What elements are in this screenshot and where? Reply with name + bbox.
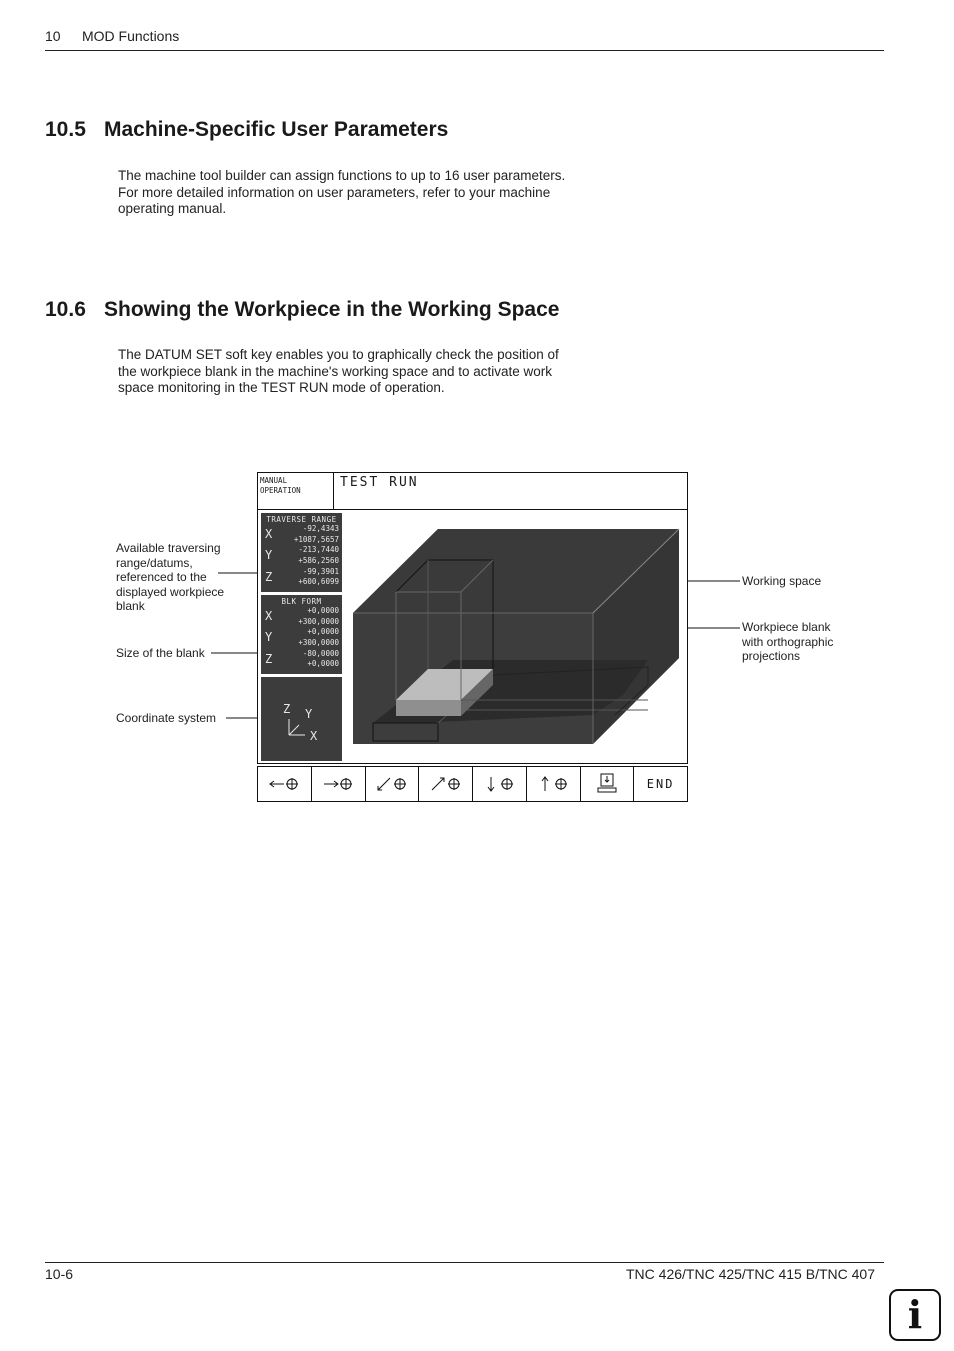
text-line: space monitoring in the TEST RUN mode of operation. xyxy=(118,380,445,395)
move-diagonal-down-icon xyxy=(374,775,410,793)
callout-working-space: Working space xyxy=(742,574,822,588)
move-down-icon xyxy=(481,775,517,793)
softkey-move-diagonal-up[interactable] xyxy=(419,767,473,801)
callout-blank-size: Size of the blank xyxy=(116,646,205,660)
callout-line: Available traversing xyxy=(116,541,221,555)
value: -99,3901 xyxy=(302,566,339,576)
mode-line: OPERATION xyxy=(260,486,301,495)
mode-line: MANUAL xyxy=(260,476,288,485)
value: +0,0000 xyxy=(307,627,339,637)
softkey-bar xyxy=(257,766,688,802)
callout-line: displayed workpiece xyxy=(116,584,225,599)
chapter-number: 10 xyxy=(45,28,61,44)
softkey-end[interactable]: END xyxy=(646,777,675,791)
move-up-icon xyxy=(535,775,571,793)
value: -213,7440 xyxy=(298,545,339,555)
tnc-screen xyxy=(257,472,688,764)
value: -92,4343 xyxy=(302,524,339,533)
softkey-move-down[interactable] xyxy=(473,767,527,801)
blank-form-heading: BLK FORM xyxy=(281,597,322,606)
callout-line: range/datums, xyxy=(116,555,193,570)
coord-label-z: Z xyxy=(283,702,291,716)
traverse-range-heading: TRAVERSE RANGE xyxy=(266,515,337,524)
section-title: Showing the Workpiece in the Working Space xyxy=(104,298,560,321)
axis-label-x: X xyxy=(265,609,273,623)
text-line: The DATUM SET soft key enables you to graphically check the position of xyxy=(118,347,559,362)
product-name: TNC 426/TNC 425/TNC 415 B/TNC 407 xyxy=(626,1266,875,1282)
value: +600,6099 xyxy=(298,577,339,587)
value: -80,0000 xyxy=(302,648,339,658)
section-number: 10.6 xyxy=(45,298,86,321)
header-divider xyxy=(258,509,687,510)
coord-label-y: Y xyxy=(305,707,313,721)
mode-indicator xyxy=(258,473,334,509)
value: +0,0000 xyxy=(307,606,339,615)
working-space-graphic xyxy=(353,525,683,749)
callout-line: blank xyxy=(116,599,145,613)
callout-line: Workpiece blank xyxy=(742,620,831,634)
axes-triad-icon xyxy=(261,677,342,761)
text-line: operating manual. xyxy=(118,201,227,216)
axis-label-z: Z xyxy=(265,651,273,666)
page-number: 10-6 xyxy=(45,1266,74,1282)
info-icon xyxy=(889,1289,941,1341)
axis-label-y: Y xyxy=(265,630,273,645)
callout-line: with orthographic xyxy=(742,634,834,649)
value: +586,2560 xyxy=(298,556,339,566)
text-line: the workpiece blank in the machine's working space and to activate work xyxy=(118,363,553,379)
chapter-title: MOD Functions xyxy=(82,28,180,44)
value: +300,0000 xyxy=(298,616,339,626)
move-right-icon xyxy=(320,775,356,793)
screen-title: TEST RUN xyxy=(340,475,419,490)
value: +1087,5657 xyxy=(293,534,339,544)
coordinate-system-panel xyxy=(261,677,342,761)
info-letter: i xyxy=(907,1292,923,1337)
footer-rule xyxy=(45,1262,884,1263)
softkey-workspace-monitor[interactable] xyxy=(581,767,635,801)
callout-coordinate-system: Coordinate system xyxy=(116,711,217,725)
softkey-move-right[interactable] xyxy=(312,767,366,801)
callout-line: referenced to the xyxy=(116,570,207,584)
coord-label-x: X xyxy=(310,729,318,743)
softkey-move-left[interactable] xyxy=(258,767,312,801)
softkey-move-up[interactable] xyxy=(527,767,581,801)
callout-line: projections xyxy=(742,649,801,663)
text-line: The machine tool builder can assign functions to up to 16 user parameters. xyxy=(118,168,566,183)
axis-label-z: Z xyxy=(265,569,273,584)
move-left-icon xyxy=(266,775,302,793)
value: +0,0000 xyxy=(307,659,339,669)
text-line: For more detailed information on user parameters, refer to your machine xyxy=(118,184,551,200)
softkey-move-diagonal-down[interactable] xyxy=(366,767,420,801)
axis-label-x: X xyxy=(265,527,273,541)
workspace-monitor-icon xyxy=(595,772,619,796)
blank-form-panel xyxy=(261,595,342,674)
value: +300,0000 xyxy=(298,638,339,648)
axis-label-y: Y xyxy=(265,548,273,563)
traverse-range-panel xyxy=(261,513,342,592)
move-diagonal-up-icon xyxy=(428,775,464,793)
section-number: 10.5 xyxy=(45,118,86,141)
section-title: Machine-Specific User Parameters xyxy=(104,118,449,141)
